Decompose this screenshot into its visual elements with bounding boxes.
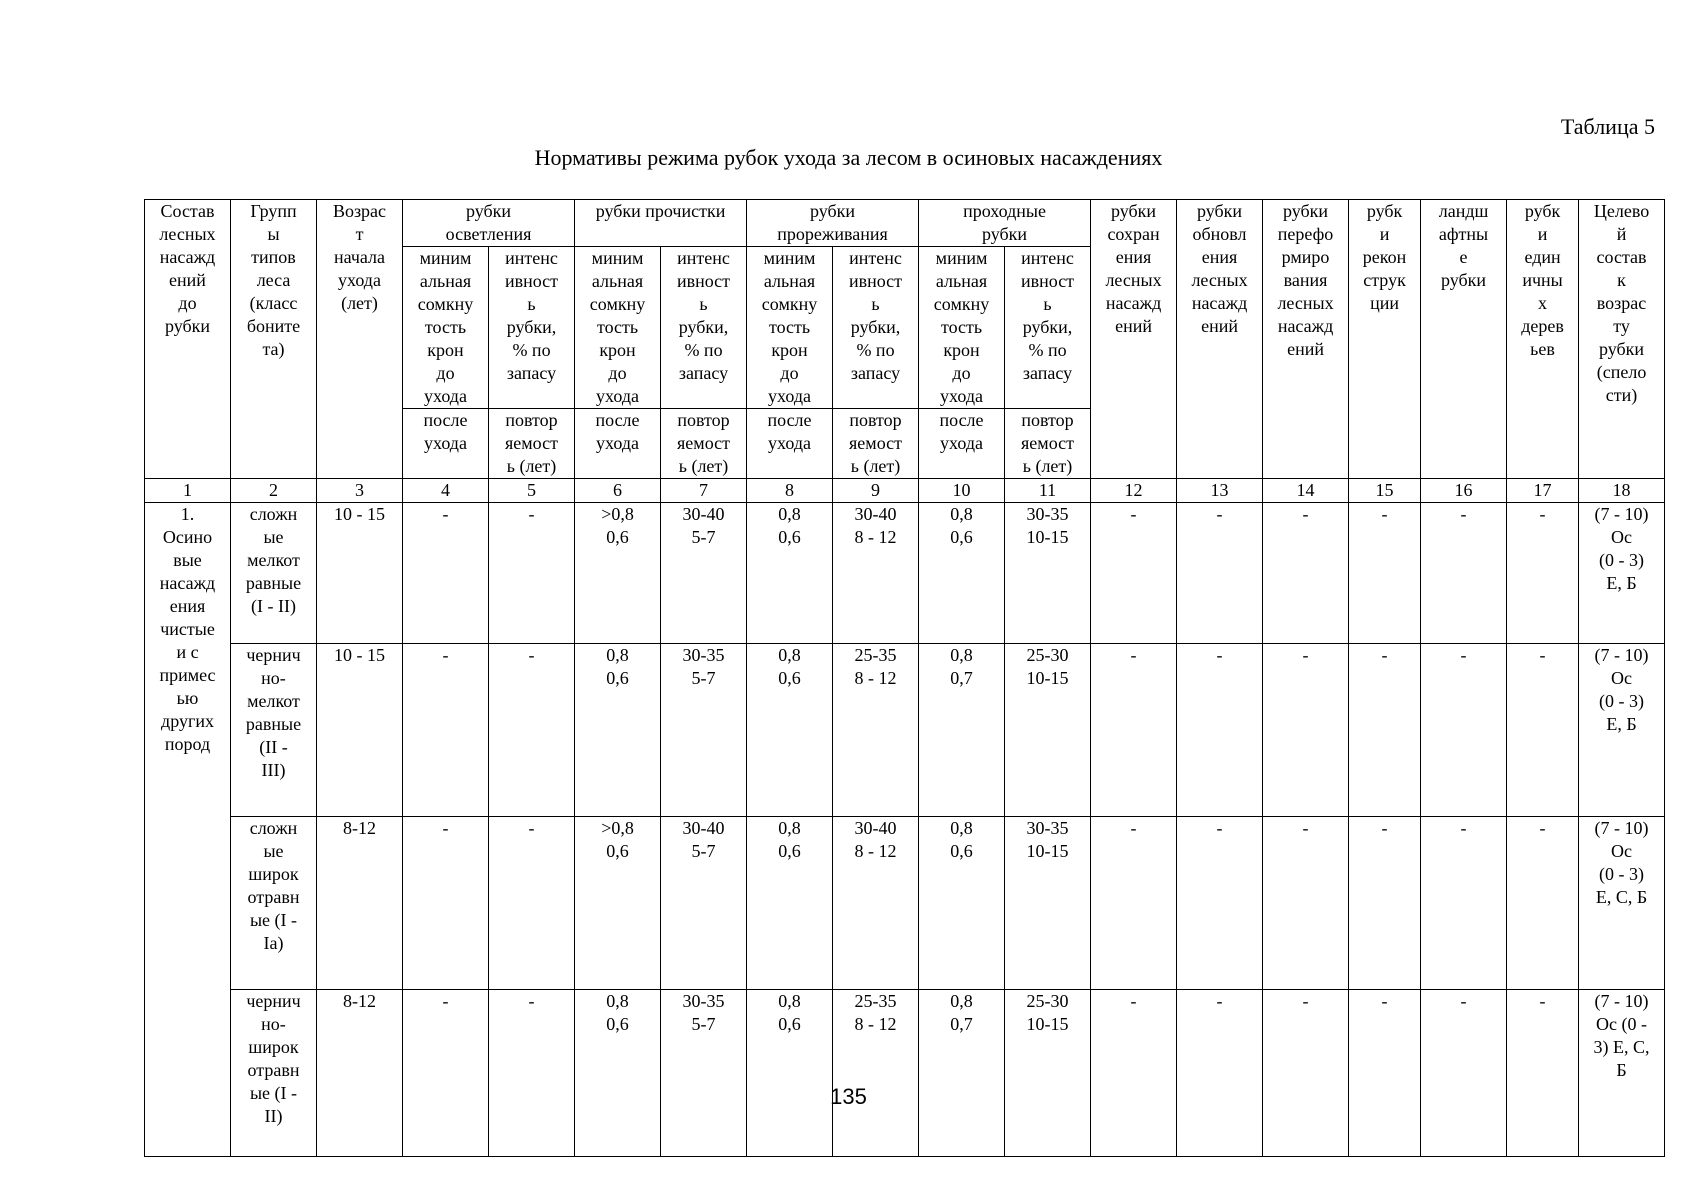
table-cell: (7 - 10) Ос (0 - 3) Е, Б: [1579, 644, 1665, 817]
table-cell: -: [1421, 503, 1507, 644]
table-cell: -: [1507, 817, 1579, 990]
table-cell: -: [1091, 817, 1177, 990]
header-target-composition: Целево й состав к возрас ту рубки (спело сти): [1579, 200, 1665, 479]
column-number-cell: 16: [1421, 479, 1507, 503]
column-number-cell: 7: [661, 479, 747, 503]
header-group-cleaning: рубки прочистки: [575, 200, 747, 247]
header-min-density: миним альная сомкну тость крон до ухода: [575, 247, 661, 409]
header-forest-type-group: Групп ы типов леса (класс боните та): [231, 200, 317, 479]
forest-type-cell: сложн ые широк отравн ые (I - Ia): [231, 817, 317, 990]
table-cell: -: [1349, 503, 1421, 644]
table-cell: -: [1091, 644, 1177, 817]
header-min-density: миним альная сомкну тость крон до ухода: [919, 247, 1005, 409]
table-cell: 30-40 8 - 12: [833, 817, 919, 990]
table-cell: -: [1349, 990, 1421, 1157]
column-number-cell: 17: [1507, 479, 1579, 503]
table-cell: 30-40 5-7: [661, 817, 747, 990]
column-number-cell: 1: [145, 479, 231, 503]
column-number-cell: 14: [1263, 479, 1349, 503]
table-cell: 10 - 15: [317, 644, 403, 817]
stand-group-cell: 1. Осино вые насажд ения чистые и с примес ью других пород: [145, 503, 231, 1157]
header-composition: Состав лесных насажд ений до рубки: [145, 200, 231, 479]
table-cell: 30-40 5-7: [661, 503, 747, 644]
table-cell: 30-35 5-7: [661, 644, 747, 817]
header-after-care: после ухода: [575, 409, 661, 479]
header-repeatability: повтор яемост ь (лет): [489, 409, 575, 479]
forest-type-cell: сложн ые мелкот равные (I - II): [231, 503, 317, 644]
table-cell: 30-35 5-7: [661, 990, 747, 1157]
header-reconstruction-cuts: рубк и рекон струк ции: [1349, 200, 1421, 479]
table-cell: -: [1091, 990, 1177, 1157]
column-number-cell: 10: [919, 479, 1005, 503]
header-landscape-cuts: ландш афтны е рубки: [1421, 200, 1507, 479]
table-cell: -: [1177, 817, 1263, 990]
table-title: Нормативы режима рубок ухода за лесом в осиновых насаждениях: [534, 145, 1163, 170]
table-cell: -: [1507, 503, 1579, 644]
column-number-row: [145, 479, 1665, 503]
table-cell: 0,8 0,6: [575, 644, 661, 817]
table-cell: >0,8 0,6: [575, 817, 661, 990]
table-row: [145, 817, 1665, 990]
table-cell: 10 - 15: [317, 503, 403, 644]
column-number-cell: 11: [1005, 479, 1091, 503]
table-cell: 0,8 0,6: [747, 503, 833, 644]
table-cell: (7 - 10) Ос (0 - 3) Е, С, Б: [1579, 990, 1665, 1157]
table-cell: -: [1421, 817, 1507, 990]
header-intensity: интенс ивност ь рубки, % по запасу: [489, 247, 575, 409]
table-row: [145, 644, 1665, 817]
table-cell: -: [403, 503, 489, 644]
table-cell: 0,8 0,6: [919, 817, 1005, 990]
header-start-age: Возрас т начала ухода (лет): [317, 200, 403, 479]
column-number-cell: 8: [747, 479, 833, 503]
table-cell: (7 - 10) Ос (0 - 3) Е, Б: [1579, 503, 1665, 644]
table-cell: -: [1349, 817, 1421, 990]
page-number: 135: [830, 1084, 867, 1109]
table-cell: 25-30 10-15: [1005, 990, 1091, 1157]
table-cell: 30-35 10-15: [1005, 503, 1091, 644]
header-group-thinning: рубки прореживания: [747, 200, 919, 247]
header-intensity: интенс ивност ь рубки, % по запасу: [661, 247, 747, 409]
table-cell: -: [1349, 644, 1421, 817]
table-cell: -: [1421, 990, 1507, 1157]
table-cell: 0,8 0,7: [919, 644, 1005, 817]
table-row: [145, 503, 1665, 644]
forest-type-cell: чернич но- широк отравн ые (I - II): [231, 990, 317, 1157]
column-number-cell: 12: [1091, 479, 1177, 503]
table-cell: 8-12: [317, 990, 403, 1157]
table-cell: -: [1421, 644, 1507, 817]
header-min-density: миним альная сомкну тость крон до ухода: [747, 247, 833, 409]
column-number-cell: 3: [317, 479, 403, 503]
header-min-density: миним альная сомкну тость крон до ухода: [403, 247, 489, 409]
table-cell: -: [1177, 503, 1263, 644]
table-cell: -: [1263, 990, 1349, 1157]
table-cell: -: [1507, 990, 1579, 1157]
table-cell: 0,8 0,6: [747, 817, 833, 990]
table-cell: 25-35 8 - 12: [833, 644, 919, 817]
table-cell: (7 - 10) Ос (0 - 3) Е, С, Б: [1579, 817, 1665, 990]
table-cell: -: [489, 817, 575, 990]
header-repeatability: повтор яемост ь (лет): [1005, 409, 1091, 479]
table-cell: >0,8 0,6: [575, 503, 661, 644]
column-number-cell: 6: [575, 479, 661, 503]
table-cell: 0,8 0,6: [575, 990, 661, 1157]
header-group-passing: проходные рубки: [919, 200, 1091, 247]
forest-type-cell: чернич но- мелкот равные (II - III): [231, 644, 317, 817]
table-cell: -: [1177, 990, 1263, 1157]
header-single-tree-cuts: рубк и един ичны х дерев ьев: [1507, 200, 1579, 479]
header-intensity: интенс ивност ь рубки, % по запасу: [1005, 247, 1091, 409]
table-cell: 0,8 0,6: [919, 503, 1005, 644]
table-cell: -: [1177, 644, 1263, 817]
column-number-cell: 2: [231, 479, 317, 503]
header-repeatability: повтор яемост ь (лет): [833, 409, 919, 479]
table-cell: 30-35 10-15: [1005, 817, 1091, 990]
norms-table: [144, 199, 1665, 1157]
table-cell: -: [489, 990, 575, 1157]
column-number-cell: 13: [1177, 479, 1263, 503]
table-row: [145, 990, 1665, 1157]
column-number-cell: 4: [403, 479, 489, 503]
table-cell: 0,8 0,6: [747, 644, 833, 817]
table-cell: -: [403, 644, 489, 817]
table-cell: -: [489, 503, 575, 644]
table-cell: 30-40 8 - 12: [833, 503, 919, 644]
header-preservation-cuts: рубки сохран ения лесных насажд ений: [1091, 200, 1177, 479]
header-after-care: после ухода: [403, 409, 489, 479]
table-cell: -: [1263, 503, 1349, 644]
header-after-care: после ухода: [919, 409, 1005, 479]
table-cell: -: [1263, 817, 1349, 990]
header-renewal-cuts: рубки обновл ения лесных насажд ений: [1177, 200, 1263, 479]
header-after-care: после ухода: [747, 409, 833, 479]
header-reformation-cuts: рубки перефо рмиро вания лесных насажд ений: [1263, 200, 1349, 479]
table-cell: 25-35 8 - 12: [833, 990, 919, 1157]
table-cell: 0,8 0,7: [919, 990, 1005, 1157]
table-label: Таблица 5: [1560, 114, 1655, 139]
table-cell: 8-12: [317, 817, 403, 990]
table-cell: -: [403, 990, 489, 1157]
table-cell: 0,8 0,6: [747, 990, 833, 1157]
column-number-cell: 9: [833, 479, 919, 503]
column-number-cell: 15: [1349, 479, 1421, 503]
header-intensity: интенс ивност ь рубки, % по запасу: [833, 247, 919, 409]
column-number-cell: 5: [489, 479, 575, 503]
table-cell: -: [489, 644, 575, 817]
table-cell: -: [1091, 503, 1177, 644]
table-cell: -: [1507, 644, 1579, 817]
header-group-lightening: рубки осветления: [403, 200, 575, 247]
table-cell: 25-30 10-15: [1005, 644, 1091, 817]
header-repeatability: повтор яемост ь (лет): [661, 409, 747, 479]
column-number-cell: 18: [1579, 479, 1665, 503]
header-row-group: [145, 200, 1665, 247]
table-cell: -: [403, 817, 489, 990]
table-cell: -: [1263, 644, 1349, 817]
